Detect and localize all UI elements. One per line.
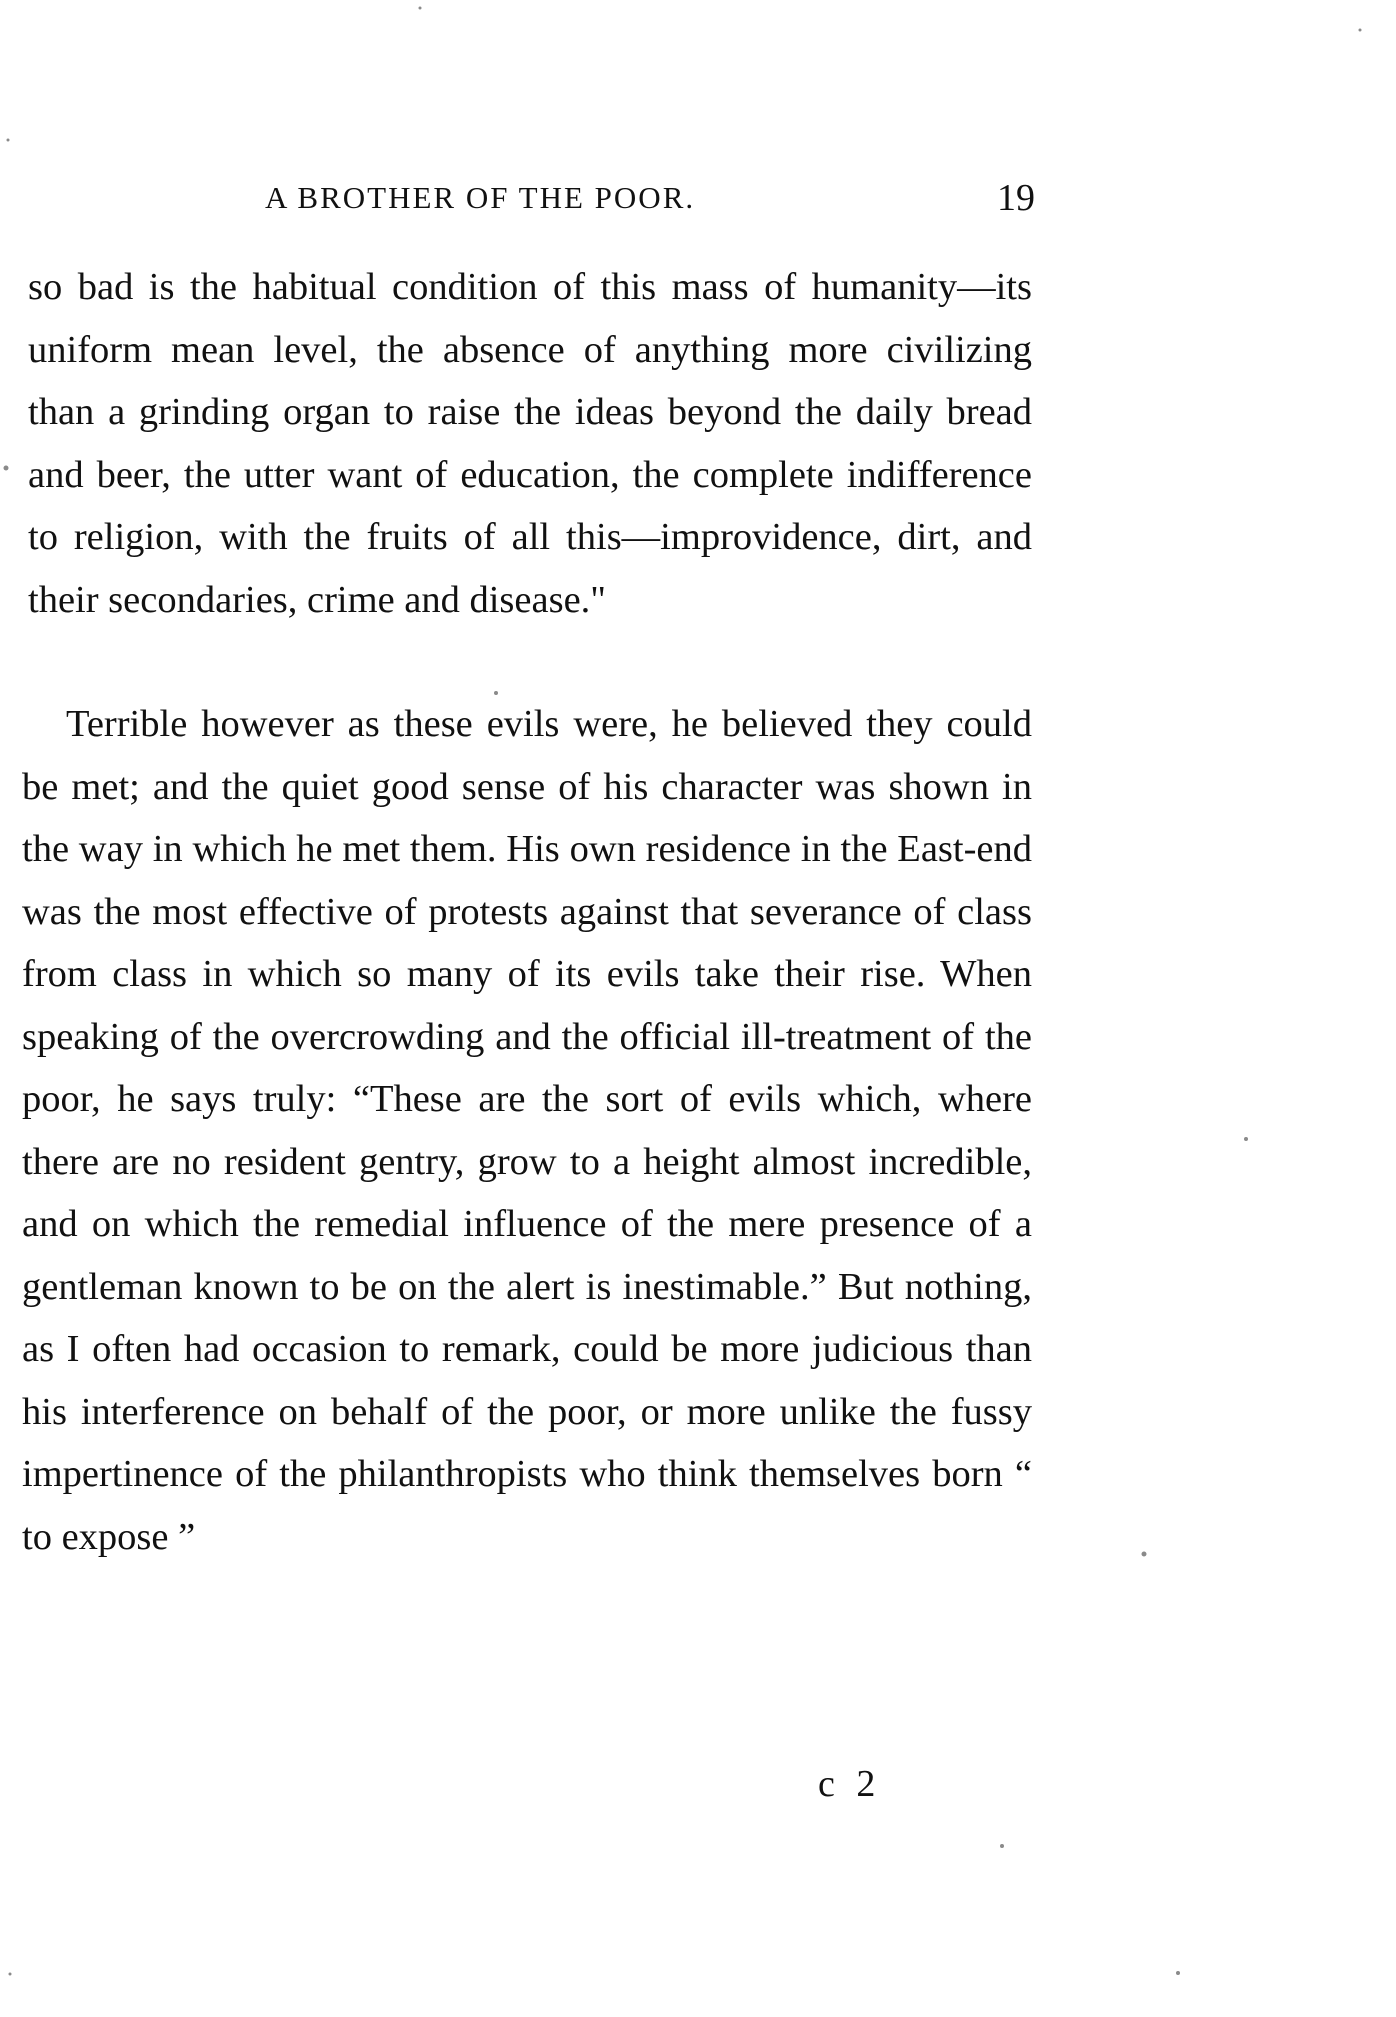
running-head — [265, 177, 1035, 230]
paragraph-1: so bad is the habitual condition of this mass of humanity—its uniform mean level, the absence of anything more civilizing than a grinding organ to raise the ideas beyond the daily bread and beer, the utter want of education, the complete indifference to religion, with the fruits of all this—improvidence, dirt, and their secondaries, crime and disease." — [28, 266, 1032, 621]
paragraph-2: Terrible however as these evils were, he believed they could be met; and the quiet good sense of his character was shown in the way in which he met them. His own residence in the East-end was the most effective of protests against that severance of class from class in which so many of its evils take their rise. When speaking of the overcrowding and the official ill-treatment of the poor, he says truly: “These are the sort of evils which, where there are no resident gentry, grow to a height almost incredible, and on which the remedial influence of the mere presence of a gentleman known to be on the alert is inestimable.” But nothing, as I often had occasion to remark, could be more judicious than his interference on behalf of the poor, or more unlike the fussy impertinence of the philanthropists who think themselves born “ to expose ” — [22, 703, 1032, 1558]
body-text — [22, 256, 1032, 1568]
running-title: A BROTHER OF THE POOR. — [265, 180, 696, 215]
signature-mark: c 2 — [818, 1763, 882, 1805]
page-number: 19 — [997, 177, 1035, 219]
